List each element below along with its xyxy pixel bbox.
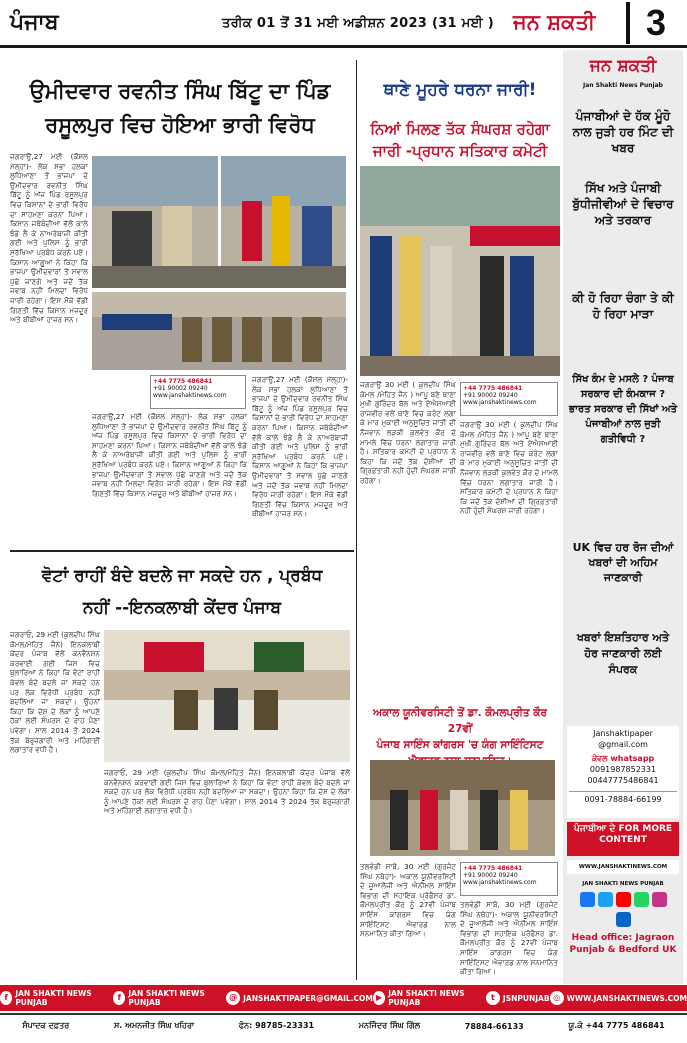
footer-twitter[interactable]: t JSNPUNJAB — [486, 991, 550, 1005]
story3-kicker: ਥਾਣੇ ਮੂਹਰੇ ਧਰਨਾ ਜਾਰੀ! — [383, 80, 537, 100]
footer-facebook[interactable]: f JAN SHAKTI NEWS PUNJAB — [0, 989, 113, 1007]
sidebar-social-icons — [577, 892, 669, 928]
ad-site: www.janshaktinews.com — [463, 879, 537, 886]
ad-phone-1: +44 7775 486841 — [153, 378, 213, 385]
ad-phone-2: +91 90002 09240 — [463, 392, 518, 399]
imprint-editor-office: ਸੰਪਾਦਕ ਦਫ਼ਤਰ — [22, 1021, 70, 1030]
story1-body-col2: ਜਗਰਾਉਂ,27 ਮਈ (ਕੌਸ਼ਲ ਮੱਲ੍ਹਾ)- ਲੋਕ ਸਭਾ ਹਲਕਾ ਲੁਧਿਆਣਾ ਤੋਂ ਭਾਜਪਾ ਦੇ ਉਮੀਦਵਾਰ ਰਵਨੀਤ ਸਿੰਘ ਬਿੱਟੂ ਨੂੰ ਅੱਜ ਪਿੰਡ ਰਸੂਲਪੁਰ ਵਿਚ ਕਿਸਾਨਾਂ ਦੇ ਭਾਰੀ ਵਿਰੋਧ ਦਾ ਸਾਹਮਣਾ ਕਰਨਾ ਪਿਆ। ਕਿਸਾਨ ਜਥੇਬੰਦੀਆਂ ਵੱਲੋਂ ਕਾਲੇ ਝੰਡੇ ਲੈ ਕੇ ਨਾਅਰੇਬਾਜ਼ੀ ਕੀਤੀ ਗਈ ਅਤੇ ਪੁਲਿਸ ਨੂੰ ਭਾਰੀ ਸੁਰੱਖਿਆ ਪ੍ਰਬੰਧ ਕਰਨੇ ਪਏ। ਕਿਸਾਨ ਆਗੂਆਂ ਨੇ ਕਿਹਾ ਕਿ ਭਾਜਪਾ ਉਮੀਦਵਾਰਾਂ ਤੋਂ ਸਵਾਲ ਪੁੱਛੇ ਜਾਣਗੇ ਅਤੇ ਜਦੋਂ ਤੱਕ ਜਵਾਬ ਨਹੀਂ ਮਿਲਦਾ ਵਿਰੋਧ ਜਾਰੀ ਰਹੇਗਾ। ਇਸ ਮੌਕੇ ਵੱਡੀ ਗਿਣਤੀ ਵਿੱਚ ਕਿਸਾਨ ਮਜ਼ਦੂਰ ਅਤੇ ਬੀਬੀਆਂ ਹਾਜ਼ਰ ਸਨ। — [252, 375, 348, 519]
story4-body-col2: ਤਲਵੰਡੀ ਸਾਬੋ, 30 ਮਈ (ਗੁਰਜੰਟ ਸਿੰਘ ਨਥੇਹਾ)- ਅਕਾਲ ਯੂਨੀਵਰਸਿਟੀ ਦੇ ਜ਼ੂਆਲੋਜੀ ਅਤੇ ਐਨੀਮਲ ਸਾਇੰਸ ਵਿਭਾਗ ਦੀ ਸਹਾਇਕ ਪ੍ਰੋਫੈਸਰ ਡਾ. ਕੌਮਲਪ੍ਰੀਤ ਕੌਰ ਨੂੰ 27ਵੀਂ ਪੰਜਾਬ ਸਾਇੰਸ ਕਾਂਗਰਸ ਵਿਚ ਯੰਗ ਸਾਇੰਟਿਸਟ ਐਵਾਰਡ ਨਾਲ ਸਨਮਾਨਿਤ ਕੀਤਾ ਗਿਆ। — [460, 900, 558, 977]
page-number: 3 — [626, 2, 682, 44]
story3-headline — [360, 118, 560, 162]
story2-headline-line1: ਵੋਟਾਂ ਰਾਹੀਂ ਬੰਦੇ ਬਦਲੇ ਜਾ ਸਕਦੇ ਹਨ , ਪ੍ਰਬੰਧ — [41, 566, 323, 586]
story2-headline-line2: ਨਹੀਂ --ਇਨਕਲਾਬੀ ਕੇਂਦਰ ਪੰਜਾਬ — [82, 598, 282, 618]
ad-phone-1: +44 7775 486841 — [463, 385, 523, 392]
social-bar — [0, 985, 687, 1011]
sidebar-phone[interactable]: 0091-78884-66199 — [569, 791, 677, 805]
sidebar-promo-3: ਕੀ ਹੋ ਰਿਹਾ ਚੰਗਾ ਤੇ ਕੀ ਹੋ ਰਿਹਾ ਮਾੜਾ — [572, 291, 674, 321]
imprint-uk: ਯੂ.ਕੇ +44 7775 486841 — [568, 1021, 665, 1030]
facebook-icon: f — [0, 991, 12, 1005]
ad-site: www.janshaktinews.com — [463, 399, 537, 406]
sidebar-promo-5: UK ਵਿਚ ਹਰ ਰੋਜ ਦੀਆਂ ਖਬਰਾਂ ਦੀ ਅਹਿਮ ਜਾਣਕਾਰੀ — [572, 541, 674, 584]
footer-youtube[interactable]: ▶ JAN SHAKTI NEWS PUNJAB — [373, 989, 486, 1007]
story4-body-col1: ਤਲਵੰਡੀ ਸਾਬੋ, 30 ਮਈ (ਗੁਰਜੰਟ ਸਿੰਘ ਨਥੇਹਾ)- ਅਕਾਲ ਯੂਨੀਵਰਸਿਟੀ ਦੇ ਜ਼ੂਆਲੋਜੀ ਅਤੇ ਐਨੀਮਲ ਸਾਇੰਸ ਵਿਭਾਗ ਦੀ ਸਹਾਇਕ ਪ੍ਰੋਫੈਸਰ ਡਾ. ਕੌਮਲਪ੍ਰੀਤ ਕੌਰ ਨੂੰ 27ਵੀਂ ਪੰਜਾਬ ਸਾਇੰਸ ਕਾਂਗਰਸ ਵਿਚ ਯੰਗ ਸਾਇੰਟਿਸਟ ਐਵਾਰਡ ਨਾਲ ਸਨਮਾਨਿਤ ਕੀਤਾ ਗਿਆ। — [360, 862, 456, 939]
story1-advert — [150, 375, 246, 409]
story3-headline-line2: ਜਾਰੀ -ਪ੍ਰਧਾਨ ਸਤਿਕਾਰ ਕਮੇਟੀ — [372, 142, 548, 160]
ad-phone-2: +91 90002 09240 — [463, 872, 518, 879]
story3-advert — [460, 382, 558, 416]
sidebar-contact-box — [567, 726, 679, 818]
story1-headline — [10, 74, 350, 142]
facebook-icon[interactable] — [580, 892, 595, 907]
whatsapp-icon[interactable] — [634, 892, 649, 907]
footer-email[interactable]: @ JANSHAKTIPAPER@GMAIL.COM — [226, 991, 373, 1005]
youtube-icon: ▶ — [373, 991, 385, 1005]
story4-advert — [460, 862, 558, 896]
divider — [10, 550, 354, 552]
sidebar-head-office: Head office: Jagraon Punjab & Bedford UK — [569, 933, 677, 955]
story2-headline — [10, 560, 354, 624]
mail-icon: @ — [226, 991, 240, 1005]
twitter-icon[interactable] — [598, 892, 613, 907]
story1-body-col1: ਜਗਰਾਉਂ,27 ਮਈ (ਕੌਸ਼ਲ ਮੱਲ੍ਹਾ)- ਲੋਕ ਸਭਾ ਹਲਕਾ ਲੁਧਿਆਣਾ ਤੋਂ ਭਾਜਪਾ ਦੇ ਉਮੀਦਵਾਰ ਰਵਨੀਤ ਸਿੰਘ ਬਿੱਟੂ ਨੂੰ ਅੱਜ ਪਿੰਡ ਰਸੂਲਪੁਰ ਵਿਚ ਕਿਸਾਨਾਂ ਦੇ ਭਾਰੀ ਵਿਰੋਧ ਦਾ ਸਾਹਮਣਾ ਕਰਨਾ ਪਿਆ। ਕਿਸਾਨ ਜਥੇਬੰਦੀਆਂ ਵੱਲੋਂ ਕਾਲੇ ਝੰਡੇ ਲੈ ਕੇ ਨਾਅਰੇਬਾਜ਼ੀ ਕੀਤੀ ਗਈ ਅਤੇ ਪੁਲਿਸ ਨੂੰ ਭਾਰੀ ਸੁਰੱਖਿਆ ਪ੍ਰਬੰਧ ਕਰਨੇ ਪਏ। ਕਿਸਾਨ ਆਗੂਆਂ ਨੇ ਕਿਹਾ ਕਿ ਭਾਜਪਾ ਉਮੀਦਵਾਰਾਂ ਤੋਂ ਸਵਾਲ ਪੁੱਛੇ ਜਾਣਗੇ ਅਤੇ ਜਦੋਂ ਤੱਕ ਜਵਾਬ ਨਹੀਂ ਮਿਲਦਾ ਵਿਰੋਧ ਜਾਰੀ ਰਹੇਗਾ। ਇਸ ਮੌਕੇ ਵੱਡੀ ਗਿਣਤੀ ਵਿੱਚ ਕਿਸਾਨ ਮਜ਼ਦੂਰ ਅਤੇ ਬੀਬੀਆਂ ਹਾਜ਼ਰ ਸਨ। — [10, 152, 88, 325]
sidebar-brand: ਜਨ ਸ਼ਕਤੀ — [589, 56, 657, 76]
column-divider — [356, 60, 357, 980]
footer — [0, 985, 687, 1043]
facebook-icon: f — [113, 991, 125, 1005]
sidebar-more-content: ਪੰਜਾਬੀਆ ਦੇ FOR MORE CONTENT — [567, 822, 679, 856]
imprint-editor-name: ਸ. ਅਮਨਜੀਤ ਸਿੰਘ ਖਹਿਰਾ — [113, 1021, 195, 1030]
story4-headline-line1: ਅਕਾਲ ਯੂਨੀਵਰਸਿਟੀ ਤੋਂ ਡਾ. ਕੌਮਲਪ੍ਰੀਤ ਕੌਰ 27ਵੀਂ — [373, 707, 547, 735]
story3-headline-line1: ਨਿਆਂ ਮਿਲਣ ਤੱਕ ਸੰਘਰਸ਼ ਰਹੇਗਾ — [370, 120, 550, 138]
youtube-icon[interactable] — [616, 892, 631, 907]
sidebar-social-label: JAN SHAKTI NEWS PUNJAB — [582, 881, 664, 887]
story2-photo-convention — [104, 630, 350, 762]
story1-photo-protest — [92, 156, 346, 288]
section-name: ਪੰਜਾਬ — [10, 10, 59, 35]
sidebar — [563, 50, 683, 984]
story3-photo-dharna — [360, 166, 560, 376]
sidebar-site-button[interactable]: WWW.JANSHAKTINEWS.COM — [567, 860, 679, 874]
story1-photo-police — [92, 292, 346, 370]
story2-body-col1: ਜਗਰਾਓਂ, 29 ਮਈ (ਕੁਲਦੀਪ ਸਿੰਘ ਕੋਮਲ/ਮੋਹਿਤ ਜੈਨ) ਇਨਕਲਾਬੀ ਕੇਂਦਰ ਪੰਜਾਬ ਵੱਲੋਂ ਕਨਵੈਨਸ਼ਨ ਕਰਵਾਈ ਗਈ ਜਿਸ ਵਿਚ ਬੁਲਾਰਿਆਂ ਨੇ ਕਿਹਾ ਕਿ ਵੋਟਾਂ ਰਾਹੀਂ ਕੇਵਲ ਬੰਦੇ ਬਦਲੇ ਜਾ ਸਕਦੇ ਹਨ ਪਰ ਲੋਕ ਵਿਰੋਧੀ ਪ੍ਰਬੰਧ ਨਹੀਂ ਬਦਲਿਆ ਜਾ ਸਕਦਾ। ਉਹਨਾਂ ਕਿਹਾ ਕਿ ਦੇਸ਼ ਦੇ ਲੋਕਾਂ ਨੂੰ ਆਪਣੇ ਹੱਕਾਂ ਲਈ ਸੰਘਰਸ਼ ਦੇ ਰਾਹ ਪੈਣਾ ਪਵੇਗਾ। ਸਾਲ 2014 ਤੋਂ 2024 ਤੱਕ ਬੇਰੁਜ਼ਗਾਰੀ ਅਤੇ ਮਹਿੰਗਾਈ ਲਗਾਤਾਰ ਵਧੀ ਹੈ। — [10, 630, 100, 755]
story1-body-col3: ਜਗਰਾਉਂ,27 ਮਈ (ਕੌਸ਼ਲ ਮੱਲ੍ਹਾ)- ਲੋਕ ਸਭਾ ਹਲਕਾ ਲੁਧਿਆਣਾ ਤੋਂ ਭਾਜਪਾ ਦੇ ਉਮੀਦਵਾਰ ਰਵਨੀਤ ਸਿੰਘ ਬਿੱਟੂ ਨੂੰ ਅੱਜ ਪਿੰਡ ਰਸੂਲਪੁਰ ਵਿਚ ਕਿਸਾਨਾਂ ਦੇ ਭਾਰੀ ਵਿਰੋਧ ਦਾ ਸਾਹਮਣਾ ਕਰਨਾ ਪਿਆ। ਕਿਸਾਨ ਜਥੇਬੰਦੀਆਂ ਵੱਲੋਂ ਕਾਲੇ ਝੰਡੇ ਲੈ ਕੇ ਨਾਅਰੇਬਾਜ਼ੀ ਕੀਤੀ ਗਈ ਅਤੇ ਪੁਲਿਸ ਨੂੰ ਭਾਰੀ ਸੁਰੱਖਿਆ ਪ੍ਰਬੰਧ ਕਰਨੇ ਪਏ। ਕਿਸਾਨ ਆਗੂਆਂ ਨੇ ਕਿਹਾ ਕਿ ਭਾਜਪਾ ਉਮੀਦਵਾਰਾਂ ਤੋਂ ਸਵਾਲ ਪੁੱਛੇ ਜਾਣਗੇ ਅਤੇ ਜਦੋਂ ਤੱਕ ਜਵਾਬ ਨਹੀਂ ਮਿਲਦਾ ਵਿਰੋਧ ਜਾਰੀ ਰਹੇਗਾ। ਇਸ ਮੌਕੇ ਵੱਡੀ ਗਿਣਤੀ ਵਿੱਚ ਕਿਸਾਨ ਮਜ਼ਦੂਰ ਅਤੇ ਬੀਬੀਆਂ ਹਾਜ਼ਰ ਸਨ। — [92, 412, 247, 498]
story1-headline-line2: ਰਸੂਲਪੁਰ ਵਿਚ ਹੋਇਆ ਭਾਰੀ ਵਿਰੋਧ — [45, 113, 315, 137]
story1-headline-line1: ਉਮੀਦਵਾਰ ਰਵਨੀਤ ਸਿੰਘ ਬਿੱਟੂ ਦਾ ਪਿੰਡ — [29, 79, 331, 103]
imprint-name-2: ਮਨਜਿੰਦਰ ਸਿੰਘ ਗਿੱਲ — [358, 1021, 421, 1030]
sidebar-brand-sub: Jan Shakti News Punjab — [583, 82, 663, 89]
story3-body-col2: ਜਗਰਾਉਂ 30 ਮਈ ( ਕੁਲਦੀਪ ਸਿੰਘ ਕੋਮਲ /ਮੋਹਿਤ ਜੈਨ ) ਆਪੂ ਬਣੇ ਥਾਣਾ ਮੁਖੀ ਗੁਰਿੰਦਰ ਬੱਲ ਅਤੇ ਏਐਸਆਈ ਰਾਜਵੀਰ ਵਲੋਂ ਥਾਣੇ ਵਿਚ ਕਰੰਟ ਲਗਾ ਕੇ ਮਾਰ ਮੁਕਾਈ ਅਨੁਸੂਚਿਤ ਜਾਤੀ ਦੀ ਨੌਜਵਾਨ ਲੜਕੀ ਕੁਲਵੰਤ ਕੌਰ ਦੇ ਮਾਮਲੇ ਵਿੱਚ ਧਰਨਾ ਲਗਾਤਾਰ ਜਾਰੀ ਹੈ। ਸਤਿਕਾਰ ਕਮੇਟੀ ਦੇ ਪ੍ਰਧਾਨ ਨੇ ਕਿਹਾ ਕਿ ਜਦੋਂ ਤੱਕ ਦੋਸ਼ੀਆਂ ਦੀ ਗ੍ਰਿਫ਼ਤਾਰੀ ਨਹੀਂ ਹੁੰਦੀ ਸੰਘਰਸ਼ ਜਾਰੀ ਰਹੇਗਾ। — [460, 420, 558, 516]
sidebar-promo-4: ਸਿੱਖ ਕੰਮ ਦੇ ਮਸਲੇ ? ਪੰਜਾਬ ਸਰਕਾਰ ਦੀ ਕੰਮਕਾਜ ? ਭਾਰਤ ਸਰਕਾਰ ਦੀ ਸਿੱਖਾਂ ਅਤੇ ਪੰਜਾਬੀਆਂ ਨਾਲ ਜੁੜੀ ਗਤੀਵਿਧੀ ? — [569, 374, 677, 445]
sidebar-whatsapp-label: ਕੇਵਲ whatsapp — [591, 754, 655, 763]
ad-site: www.janshaktinews.com — [153, 392, 227, 399]
footer-website[interactable]: ◎ WWW.JANSHAKTINEWS.COM — [550, 991, 687, 1005]
twitter-icon: t — [486, 991, 500, 1005]
ad-phone-1: +44 7775 486841 — [463, 865, 523, 872]
sidebar-promo-2: ਸਿੱਖ ਅਤੇ ਪੰਜਾਬੀ ਬੁੱਧੀਜੀਵੀਆਂ ਦੇ ਵਿਚਾਰ ਅਤੇ ਤਰਕਾਰ — [572, 181, 674, 227]
masthead — [0, 0, 687, 48]
sidebar-promo-1: ਪੰਜਾਬੀਆਂ ਦੇ ਹੱਕ ਮੂੰਹੋ ਨਾਲ ਜੁੜੀ ਹਰ ਮਿੰਟ ਦੀ ਖਬਰ — [572, 109, 674, 155]
story4-photo-award — [370, 760, 555, 856]
story3-body-col1: ਜਗਰਾਉਂ 30 ਮਈ ( ਕੁਲਦੀਪ ਸਿੰਘ ਕੋਮਲ /ਮੋਹਿਤ ਜੈਨ ) ਆਪੂ ਬਣੇ ਥਾਣਾ ਮੁਖੀ ਗੁਰਿੰਦਰ ਬੱਲ ਅਤੇ ਏਐਸਆਈ ਰਾਜਵੀਰ ਵਲੋਂ ਥਾਣੇ ਵਿਚ ਕਰੰਟ ਲਗਾ ਕੇ ਮਾਰ ਮੁਕਾਈ ਅਨੁਸੂਚਿਤ ਜਾਤੀ ਦੀ ਨੌਜਵਾਨ ਲੜਕੀ ਕੁਲਵੰਤ ਕੌਰ ਦੇ ਮਾਮਲੇ ਵਿੱਚ ਧਰਨਾ ਲਗਾਤਾਰ ਜਾਰੀ ਹੈ। ਸਤਿਕਾਰ ਕਮੇਟੀ ਦੇ ਪ੍ਰਧਾਨ ਨੇ ਕਿਹਾ ਕਿ ਜਦੋਂ ਤੱਕ ਦੋਸ਼ੀਆਂ ਦੀ ਗ੍ਰਿਫ਼ਤਾਰੀ ਨਹੀਂ ਹੁੰਦੀ ਸੰਘਰਸ਼ ਜਾਰੀ ਰਹੇਗਾ। — [360, 380, 456, 485]
brand-logo: ਜਨ ਸ਼ਕਤੀ — [513, 10, 596, 34]
imprint — [0, 1013, 687, 1037]
imprint-phone: ਫੋਨ: 98785-23331 — [238, 1021, 315, 1030]
globe-icon: ◎ — [550, 991, 564, 1005]
story2-body-col2: ਜਗਰਾਓਂ, 29 ਮਈ (ਕੁਲਦੀਪ ਸਿੰਘ ਕੋਮਲ/ਮੋਹਿਤ ਜੈਨ) ਇਨਕਲਾਬੀ ਕੇਂਦਰ ਪੰਜਾਬ ਵੱਲੋਂ ਕਨਵੈਨਸ਼ਨ ਕਰਵਾਈ ਗਈ ਜਿਸ ਵਿਚ ਬੁਲਾਰਿਆਂ ਨੇ ਕਿਹਾ ਕਿ ਵੋਟਾਂ ਰਾਹੀਂ ਕੇਵਲ ਬੰਦੇ ਬਦਲੇ ਜਾ ਸਕਦੇ ਹਨ ਪਰ ਲੋਕ ਵਿਰੋਧੀ ਪ੍ਰਬੰਧ ਨਹੀਂ ਬਦਲਿਆ ਜਾ ਸਕਦਾ। ਉਹਨਾਂ ਕਿਹਾ ਕਿ ਦੇਸ਼ ਦੇ ਲੋਕਾਂ ਨੂੰ ਆਪਣੇ ਹੱਕਾਂ ਲਈ ਸੰਘਰਸ਼ ਦੇ ਰਾਹ ਪੈਣਾ ਪਵੇਗਾ। ਸਾਲ 2014 ਤੋਂ 2024 ਤੱਕ ਬੇਰੁਜ਼ਗਾਰੀ ਅਤੇ ਮਹਿੰਗਾਈ ਲਗਾਤਾਰ ਵਧੀ ਹੈ। — [104, 768, 350, 816]
linkedin-icon[interactable] — [616, 912, 631, 927]
ad-phone-2: +91 90002 09240 — [153, 385, 208, 392]
sidebar-whatsapp-1[interactable]: 0091987852331 — [589, 765, 657, 774]
sidebar-email[interactable]: Janshaktipaper @gmail.com — [593, 729, 653, 749]
story4-headline-line2: ਪੰਜਾਬ ਸਾਇੰਸ ਕਾਂਗਰਸ 'ਚ ਯੰਗ ਸਾਇੰਟਿਸਟ — [376, 739, 544, 751]
sidebar-promo-6: ਖਬਰਾਂ ਇਸ਼ਤਿਹਾਰ ਅਤੇ ਹੋਰ ਜਾਣਕਾਰੀ ਲਈ ਸੰਪਰਕ — [576, 631, 670, 676]
footer-page[interactable]: f JAN SHAKTI NEWS PUNJAB — [113, 989, 226, 1007]
imprint-phone-2: 78884-66133 — [464, 1021, 524, 1031]
instagram-icon[interactable] — [652, 892, 667, 907]
sidebar-whatsapp-2[interactable]: 00447775486841 — [587, 776, 659, 785]
edition-date: ਤਰੀਕ 01 ਤੋਂ 31 ਮਈ ਅਡੀਸ਼ਨ 2023 (31 ਮਈ ) — [222, 16, 495, 31]
